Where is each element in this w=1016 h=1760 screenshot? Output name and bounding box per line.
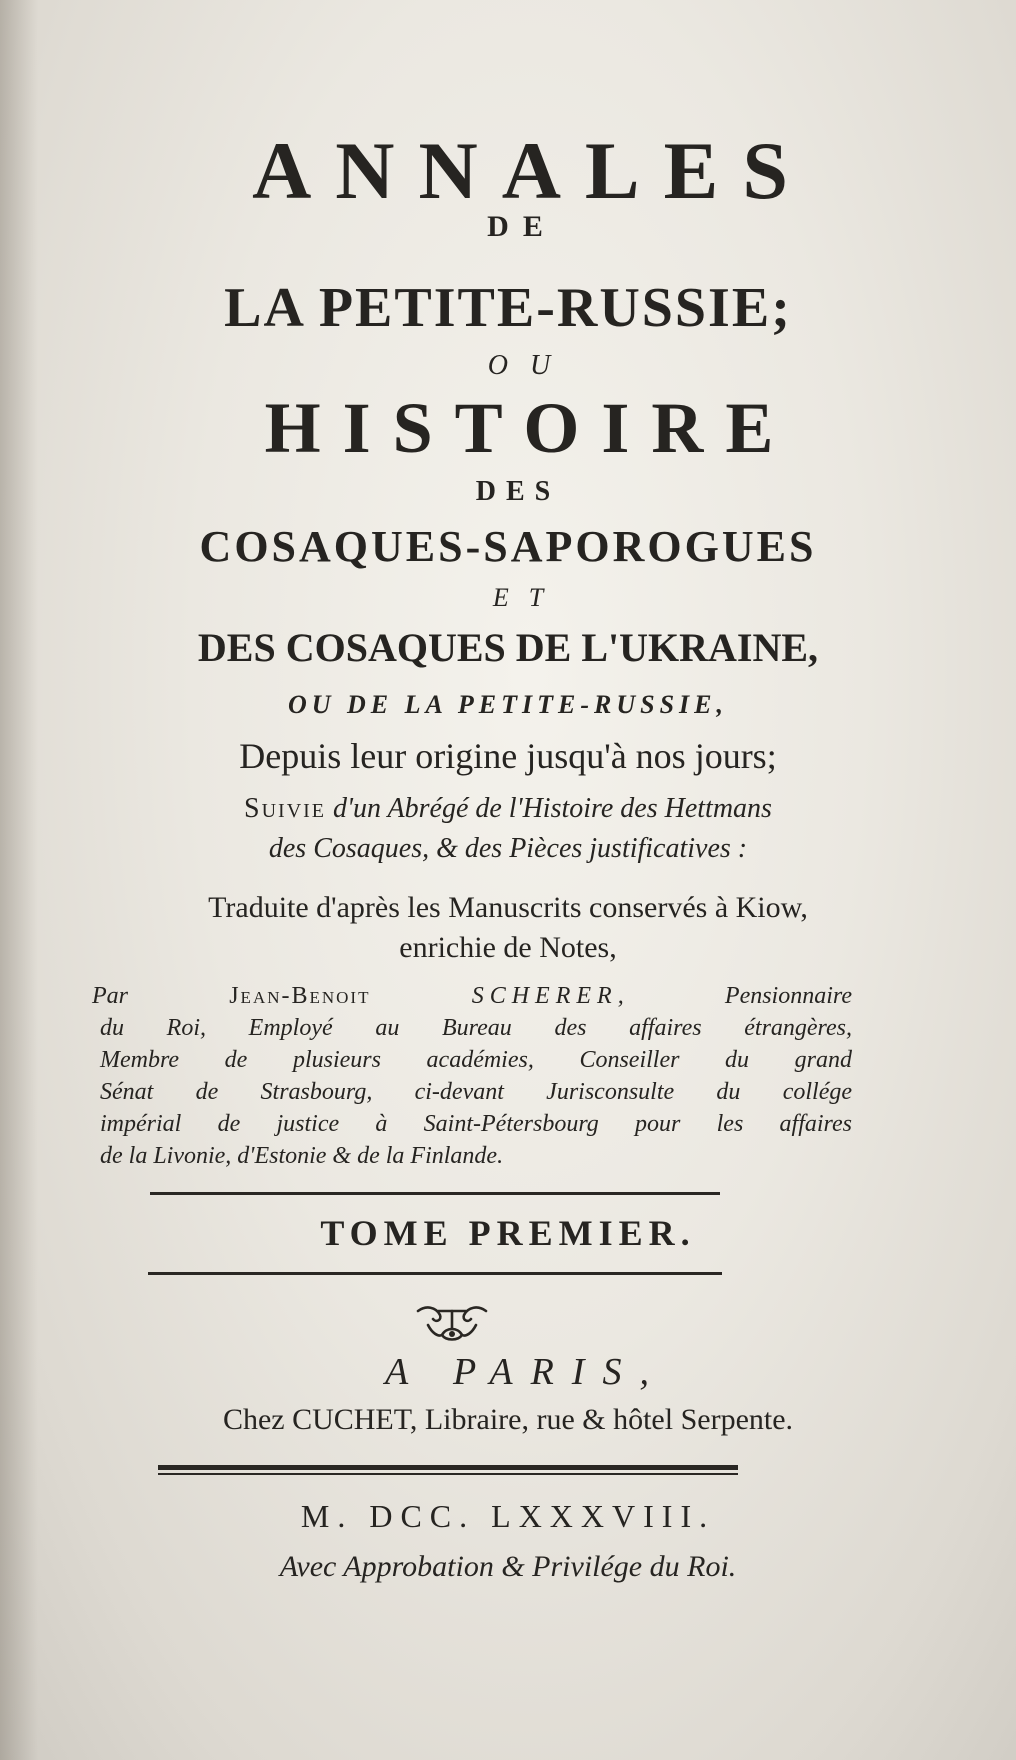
title-ou: OU xyxy=(487,350,573,381)
rule-double-thin xyxy=(158,1473,738,1475)
printer-ornament-icon xyxy=(414,1303,490,1343)
rule-above-tome xyxy=(150,1192,720,1195)
subtitle-suivie-line2: des Cosaques, & des Pièces justificatives : xyxy=(268,833,748,864)
imprint-publisher: Chez CUCHET, Libraire, rue & hôtel Serpente. xyxy=(222,1403,794,1436)
title-petite-russie: LA PETITE-RUSSIE; xyxy=(224,277,792,339)
author-surname: SCHERER xyxy=(471,983,618,1009)
suivie-rest: d'un Abrégé de l'Histoire des Hettmans xyxy=(333,793,772,824)
subtitle-traduite-line1: Traduite d'après les Manuscrits conservés à Kiow, xyxy=(208,891,808,924)
title-annales: ANNALES xyxy=(252,125,812,216)
author-line4: Sénat de Strasbourg, ci-devant Jurisconsulte du collége xyxy=(100,1079,852,1105)
rule-double-thick xyxy=(158,1465,738,1470)
title-de: DE xyxy=(487,210,557,243)
author-line6: de la Livonie, d'Estonie & de la Finlande. xyxy=(100,1143,504,1169)
title-cosaques-saporogues: COSAQUES-SAPOROGUES xyxy=(199,522,817,571)
title-histoire: HISTOIRE xyxy=(264,388,796,468)
subtitle-traduite-line2: enrichie de Notes, xyxy=(399,931,617,964)
subtitle-suivie-line1 xyxy=(0,795,1016,823)
author-line1-rest: , Pensionnaire xyxy=(617,983,852,1009)
title-ou-petite-russie: OU DE LA PETITE-RUSSIE, xyxy=(287,690,729,719)
imprint-privilege: Avec Approbation & Privilége du Roi. xyxy=(279,1550,737,1583)
title-et: ET xyxy=(492,583,564,612)
rule-below-tome xyxy=(148,1272,722,1275)
title-depuis: Depuis leur origine jusqu'à nos jours; xyxy=(239,736,777,776)
title-des: DES xyxy=(475,476,561,507)
imprint-city: A PARIS, xyxy=(385,1351,667,1393)
author-par: Par xyxy=(92,983,128,1009)
imprint-date: M. DCC. LXXXVIII. xyxy=(300,1498,716,1534)
author-line3: Membre de plusieurs académies, Conseiller du grand xyxy=(100,1047,852,1073)
title-cosaques-ukraine: DES COSAQUES DE L'UKRAINE, xyxy=(197,625,819,670)
author-line2: du Roi, Employé au Bureau des affaires étrangères, xyxy=(100,1015,852,1041)
author-name: Jean-Benoit xyxy=(229,983,371,1009)
suivie-word: Suivie xyxy=(244,793,327,824)
author-line1 xyxy=(92,980,852,1012)
volume-tome-premier: TOME PREMIER. xyxy=(320,1213,696,1253)
author-line5: impérial de justice à Saint-Pétersbourg pour les affaires xyxy=(100,1111,852,1137)
author-block xyxy=(92,980,852,1172)
spine-shadow xyxy=(0,0,38,1760)
